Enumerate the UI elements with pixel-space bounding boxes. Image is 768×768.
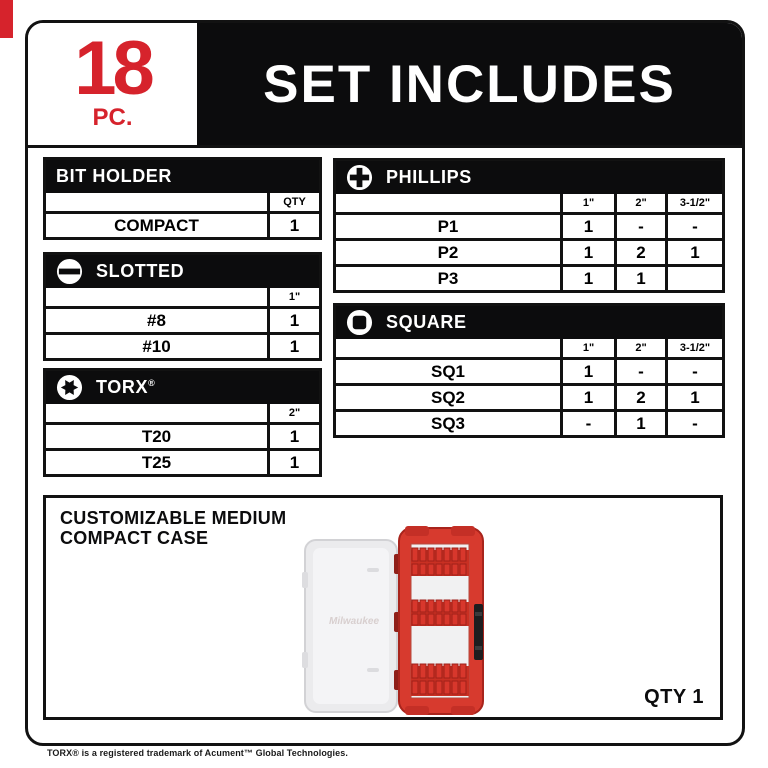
case-title-line1: CUSTOMIZABLE MEDIUM	[60, 508, 287, 528]
table-cell: 1	[665, 386, 722, 409]
table-cell: 1	[560, 386, 614, 409]
table-cell: 1	[614, 267, 665, 290]
column-header: 3-1/2"	[665, 194, 722, 212]
torx-title-text: TORX	[96, 377, 149, 397]
page-title: SET INCLUDES	[263, 54, 676, 114]
phillips-header	[336, 161, 722, 194]
table-cell: 1	[560, 267, 614, 290]
table-row	[336, 339, 722, 357]
table-row	[46, 448, 319, 474]
slotted-title: SLOTTED	[96, 261, 185, 281]
table-cell: 1	[267, 451, 319, 474]
table-cell: -	[614, 360, 665, 383]
table-cell: P3	[437, 268, 459, 288]
case-title-line2: COMPACT CASE	[60, 528, 209, 549]
case-qty: QTY 1	[644, 686, 704, 708]
table-cell: 1	[560, 215, 614, 238]
registered-mark: ®	[148, 378, 156, 388]
set-includes-panel	[25, 20, 745, 746]
table-cell: 1	[560, 360, 614, 383]
table-cell: 1	[614, 412, 665, 435]
table-cell: #8	[147, 310, 166, 330]
table-cell: 1	[267, 335, 319, 358]
torx-header	[46, 371, 319, 404]
table-row	[46, 422, 319, 448]
red-corner-mark	[0, 0, 13, 38]
table-row	[336, 383, 722, 409]
table-cell	[665, 267, 722, 290]
column-header: 2"	[614, 339, 665, 357]
compact-case-image	[301, 524, 487, 716]
svg-text:Milwaukee: Milwaukee	[329, 616, 380, 627]
case-tray	[399, 526, 483, 715]
column-header: 3-1/2"	[665, 339, 722, 357]
phillips-title: PHILLIPS	[386, 167, 472, 187]
table-row	[336, 264, 722, 290]
table-row	[46, 288, 319, 306]
piece-unit: PC.	[92, 104, 133, 132]
column-header: 1"	[267, 288, 319, 306]
table-row	[46, 193, 319, 211]
header	[28, 23, 742, 148]
piece-count-badge	[28, 23, 197, 145]
table-cell: 1	[665, 241, 722, 264]
table-cell: -	[665, 360, 722, 383]
table-row	[46, 404, 319, 422]
column-header: 2"	[614, 194, 665, 212]
case-lid	[302, 540, 397, 712]
square-table	[333, 303, 725, 438]
slotted-header	[46, 255, 319, 288]
table-cell	[46, 404, 267, 422]
table-row	[46, 306, 319, 332]
bit-holder-table	[43, 157, 322, 240]
column-header: 1"	[560, 194, 614, 212]
table-cell: 2	[614, 241, 665, 264]
table-row	[46, 332, 319, 358]
trademark-note: TORX® is a registered trademark of Acument™ Global Technologies.	[47, 748, 348, 758]
table-cell: 1	[267, 309, 319, 332]
table-row	[336, 238, 722, 264]
table-cell	[336, 339, 560, 357]
column-header: 2"	[267, 404, 319, 422]
slotted-table	[43, 252, 322, 361]
table-cell: P2	[437, 242, 459, 262]
table-row	[336, 357, 722, 383]
column-header: QTY	[267, 193, 319, 211]
table-cell	[336, 194, 560, 212]
square-icon	[346, 309, 373, 336]
case-title	[60, 508, 286, 548]
table-cell: -	[665, 412, 722, 435]
case-section	[43, 495, 723, 720]
torx-table	[43, 368, 322, 477]
table-cell: #10	[142, 336, 171, 356]
phillips-table	[333, 158, 725, 293]
title-banner	[197, 23, 742, 145]
torx-title	[96, 377, 155, 398]
table-row	[336, 409, 722, 435]
table-cell: 2	[614, 386, 665, 409]
table-cell	[46, 288, 267, 306]
table-cell: T20	[141, 426, 172, 446]
table-cell: 1	[267, 214, 319, 237]
table-cell: T25	[141, 452, 172, 472]
table-cell: SQ3	[430, 413, 466, 433]
table-cell: P1	[437, 216, 459, 236]
table-cell: 1	[560, 241, 614, 264]
bit-holder-header	[46, 160, 319, 193]
square-title: SQUARE	[386, 312, 467, 332]
table-cell: SQ2	[430, 387, 466, 407]
table-cell: SQ1	[430, 361, 466, 381]
table-cell: 1	[267, 425, 319, 448]
square-header	[336, 306, 722, 339]
slotted-icon	[56, 258, 83, 285]
phillips-icon	[346, 164, 373, 191]
table-cell: -	[614, 215, 665, 238]
piece-count: 18	[74, 25, 151, 111]
table-row	[336, 212, 722, 238]
table-cell	[46, 193, 267, 211]
bit-holder-title: BIT HOLDER	[56, 166, 172, 186]
table-cell: -	[560, 412, 614, 435]
column-header: 1"	[560, 339, 614, 357]
table-cell: -	[665, 215, 722, 238]
table-cell: COMPACT	[114, 215, 199, 235]
torx-icon	[56, 374, 83, 401]
table-row	[46, 211, 319, 237]
table-row	[336, 194, 722, 212]
